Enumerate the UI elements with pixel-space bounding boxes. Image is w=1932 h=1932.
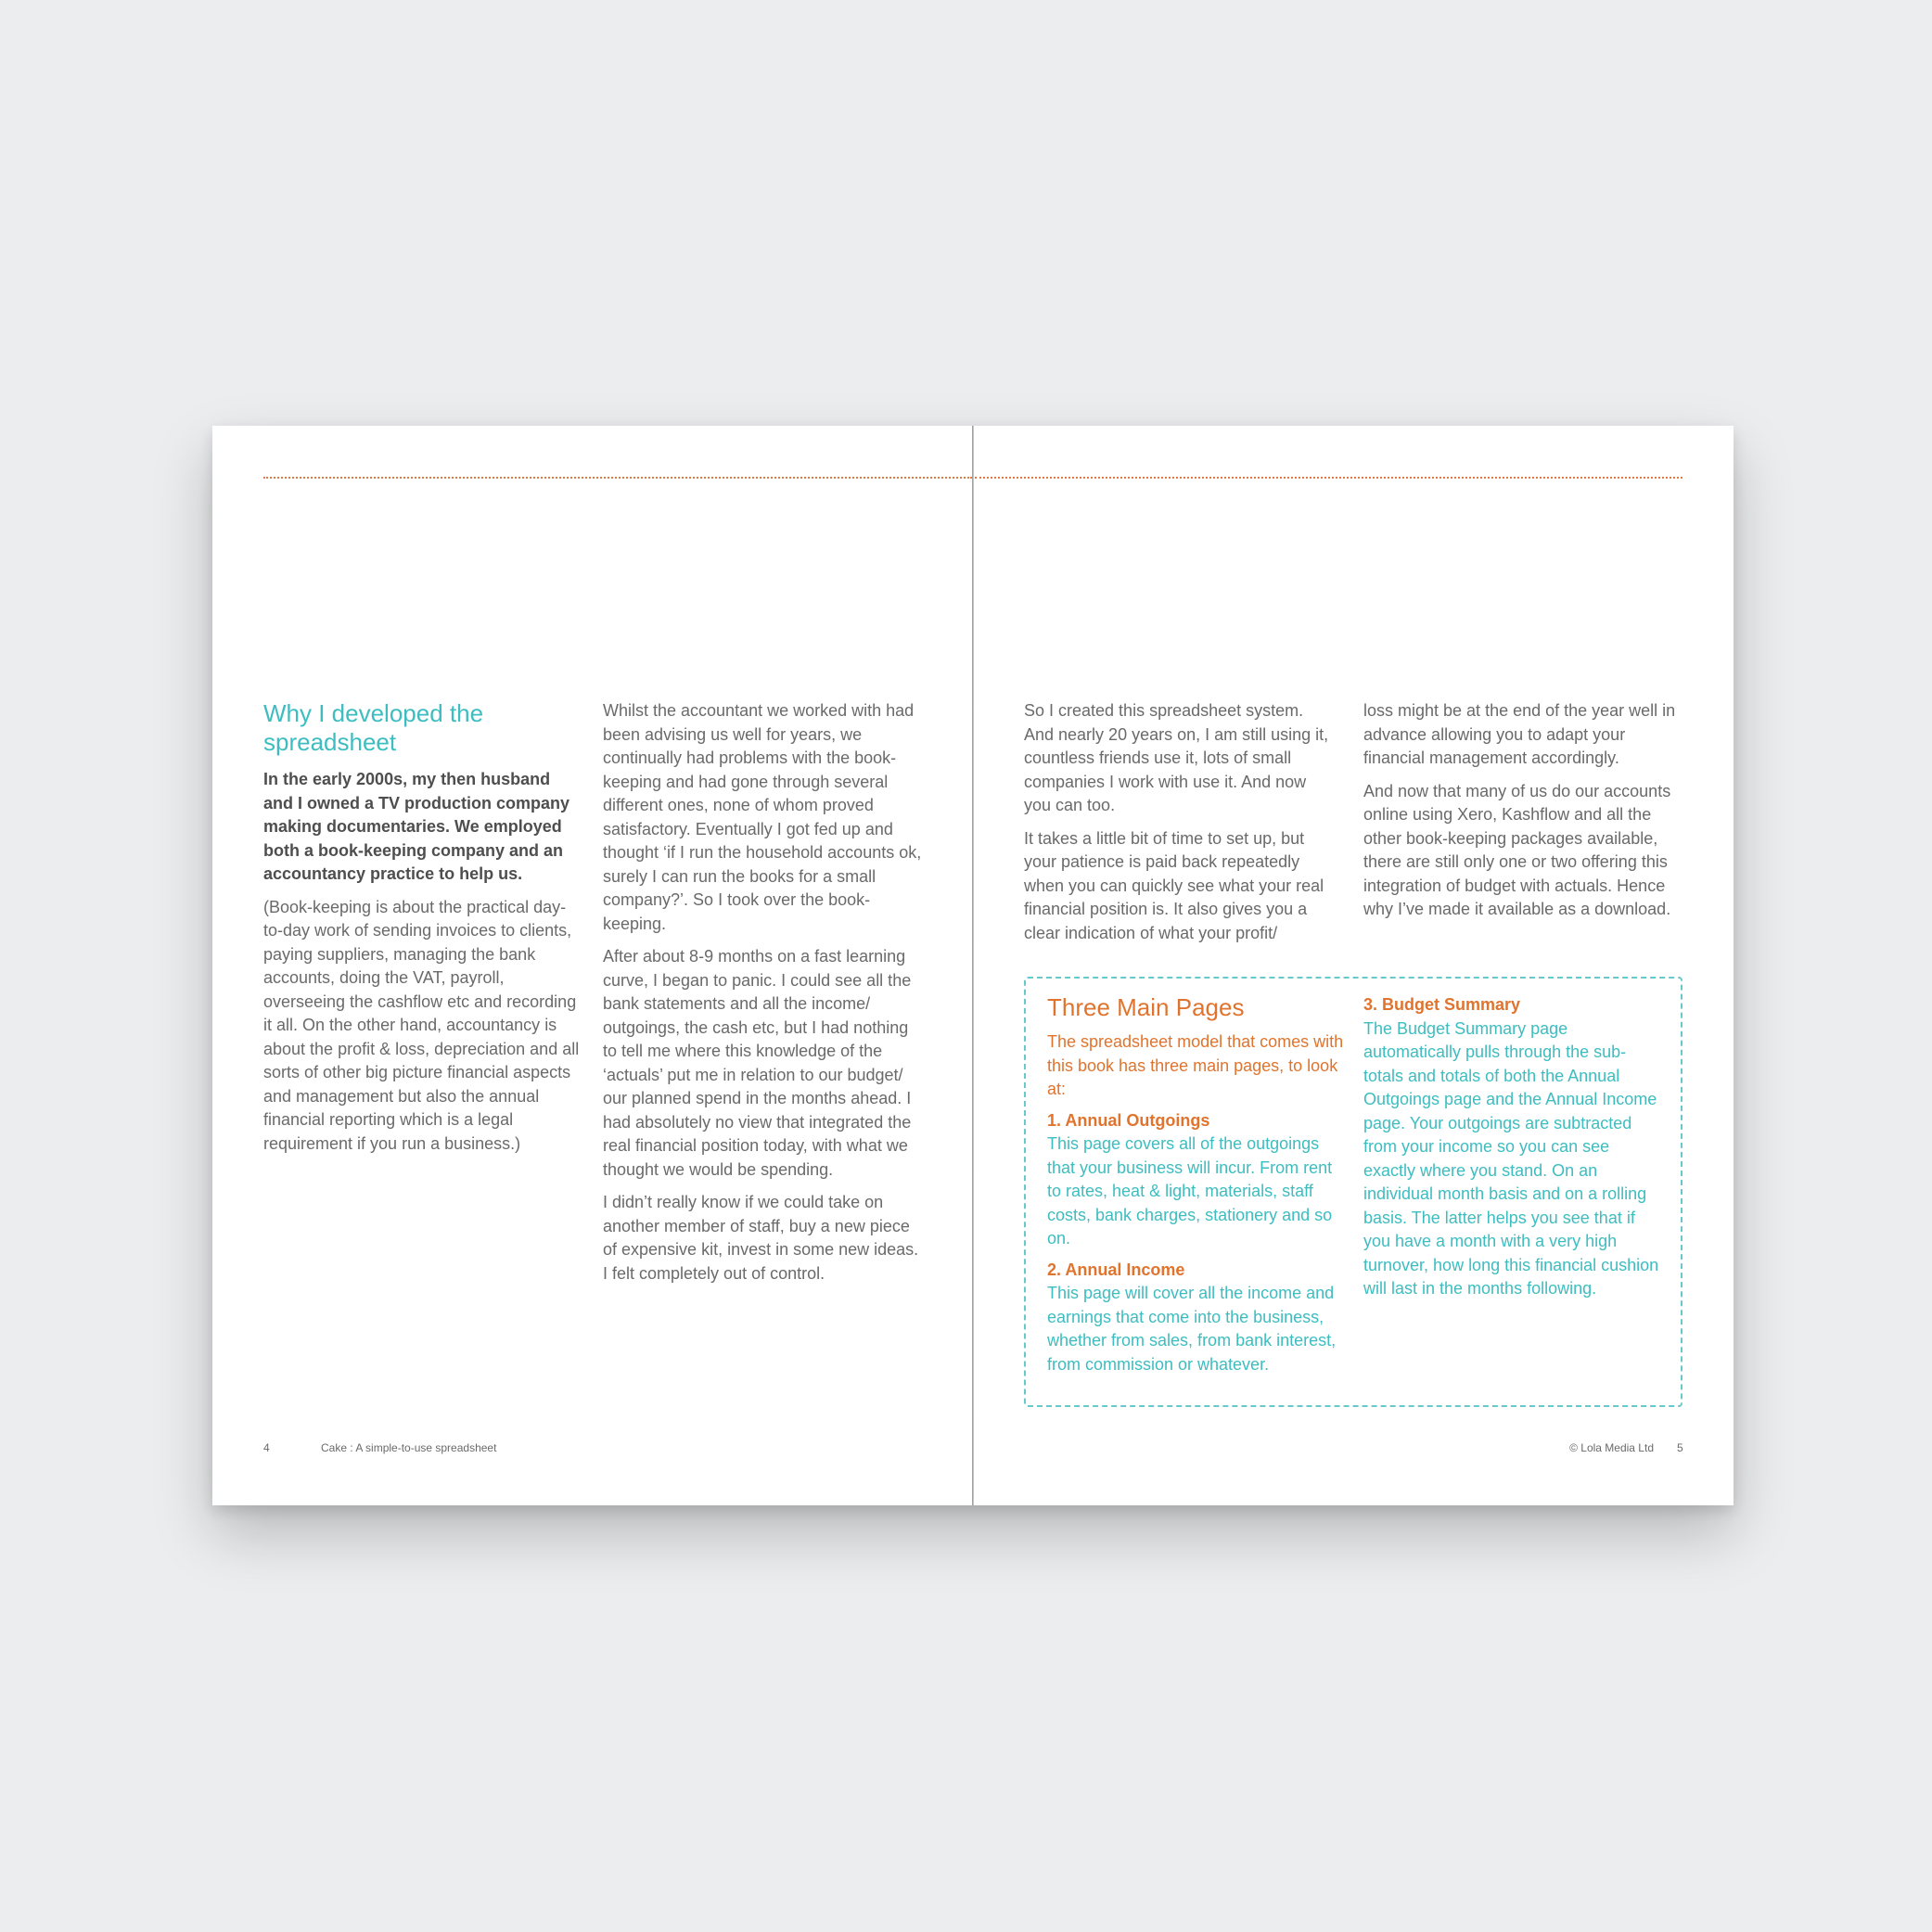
box-item-text: This page covers all of the outgoings that your business will incur. From rent to rates, heat & light, materials, staff costs, bank charges, stationery and so on.	[1047, 1134, 1333, 1247]
box-item-text: This page will cover all the income and earnings that come into the business, whether from sales, from bank interest, from commission or whatever.	[1047, 1284, 1337, 1374]
body-paragraph: I didn’t really know if we could take on another member of staff, buy a new piece of expensive kit, invest in some new ideas. I felt completely out of control.	[603, 1193, 919, 1283]
box-column-2	[1363, 993, 1664, 1309]
book-gutter	[972, 426, 974, 1505]
body-paragraph: Whilst the accountant we worked with had been advising us well for years, we continually had problems with the book-keeping and had gone through several different ones, none of whom proved satisfactory. Eventually I got fed up and thought ‘if I run the household accounts ok, surely I can run the books for a small company?’. So I took over the book-keeping.	[603, 701, 922, 933]
left-page-column-2	[603, 699, 924, 1295]
left-page-column-1	[263, 699, 583, 1165]
right-page-column-1	[1024, 699, 1330, 954]
body-paragraph: (Book-keeping is about the practical day-to-day work of sending invoices to clients, paying suppliers, managing the bank accounts, doing the VAT, payroll, overseeing the cashflow etc and recording it all. On the other hand, accountancy is about the profit & loss, depreciation and all sorts of other big picture financial aspects and management but also the annual financial reporting which is a legal requirement if you run a business.)	[263, 897, 580, 1153]
right-page-number: 5	[1677, 1441, 1683, 1454]
box-title: Three Main Pages	[1047, 993, 1245, 1021]
lead-paragraph: In the early 2000s, my then husband and I owned a TV production company making documentaries. We employed both a book-keeping company and an accountancy practice to help us.	[263, 770, 570, 883]
section-heading: Why I developed the spreadsheet	[263, 699, 484, 756]
running-title: Cake : A simple-to-use spreadsheet	[321, 1441, 497, 1454]
top-rule-left	[263, 477, 972, 479]
box-item-text: The Budget Summary page automatically pulls through the sub-totals and totals of both the Annual Outgoings page and the Annual Income page. Your outgoings are subtracted from your income so you can see exactly where you stand. On an individual month basis and on a rolling basis. The latter helps you see that if you have a month with a very high turnover, how long this financial cushion will last in the months following.	[1363, 1018, 1659, 1298]
box-item-heading: 1. Annual Outgoings	[1047, 1110, 1210, 1130]
right-page-column-2	[1363, 699, 1683, 931]
box-item-heading: 3. Budget Summary	[1363, 995, 1521, 1014]
box-column-1	[1047, 993, 1344, 1384]
body-paragraph: After about 8-9 months on a fast learning curve, I began to panic. I could see all the bank statements and all the income/ outgoings, the cash etc, but I had nothing to tell me where this knowledge of the ‘actuals’ put me in relation to our budget/ our planned spend in the months ahead. I had absolutely no view that integrated the real financial position today, with what we thought we would be spending.	[603, 947, 912, 1179]
three-main-pages-box	[1024, 977, 1683, 1407]
body-paragraph: And now that many of us do our accounts online using Xero, Kashflow and all the other book-keeping packages available, there are still only one or two offering this integration of budget with actuals. Hence why I’ve made it available as a download.	[1363, 781, 1671, 918]
body-paragraph: So I created this spreadsheet system. And nearly 20 years on, I am still using it, countless friends use it, lots of small companies I work with use it. And now you can too.	[1024, 701, 1329, 814]
box-intro: The spreadsheet model that comes with this book has three main pages, to look at:	[1047, 1032, 1344, 1098]
body-paragraph: loss might be at the end of the year well in advance allowing you to adapt your financial management accordingly.	[1363, 701, 1676, 767]
box-item-heading: 2. Annual Income	[1047, 1260, 1185, 1279]
copyright-notice: © Lola Media Ltd	[1569, 1441, 1654, 1454]
book-spread	[212, 426, 1734, 1505]
left-page-number: 4	[263, 1441, 270, 1454]
top-rule-right	[975, 477, 1683, 479]
body-paragraph: It takes a little bit of time to set up, but your patience is paid back repeatedly when you can quickly see what your real financial position is. It also gives you a clear indication of what your profit/	[1024, 828, 1324, 942]
